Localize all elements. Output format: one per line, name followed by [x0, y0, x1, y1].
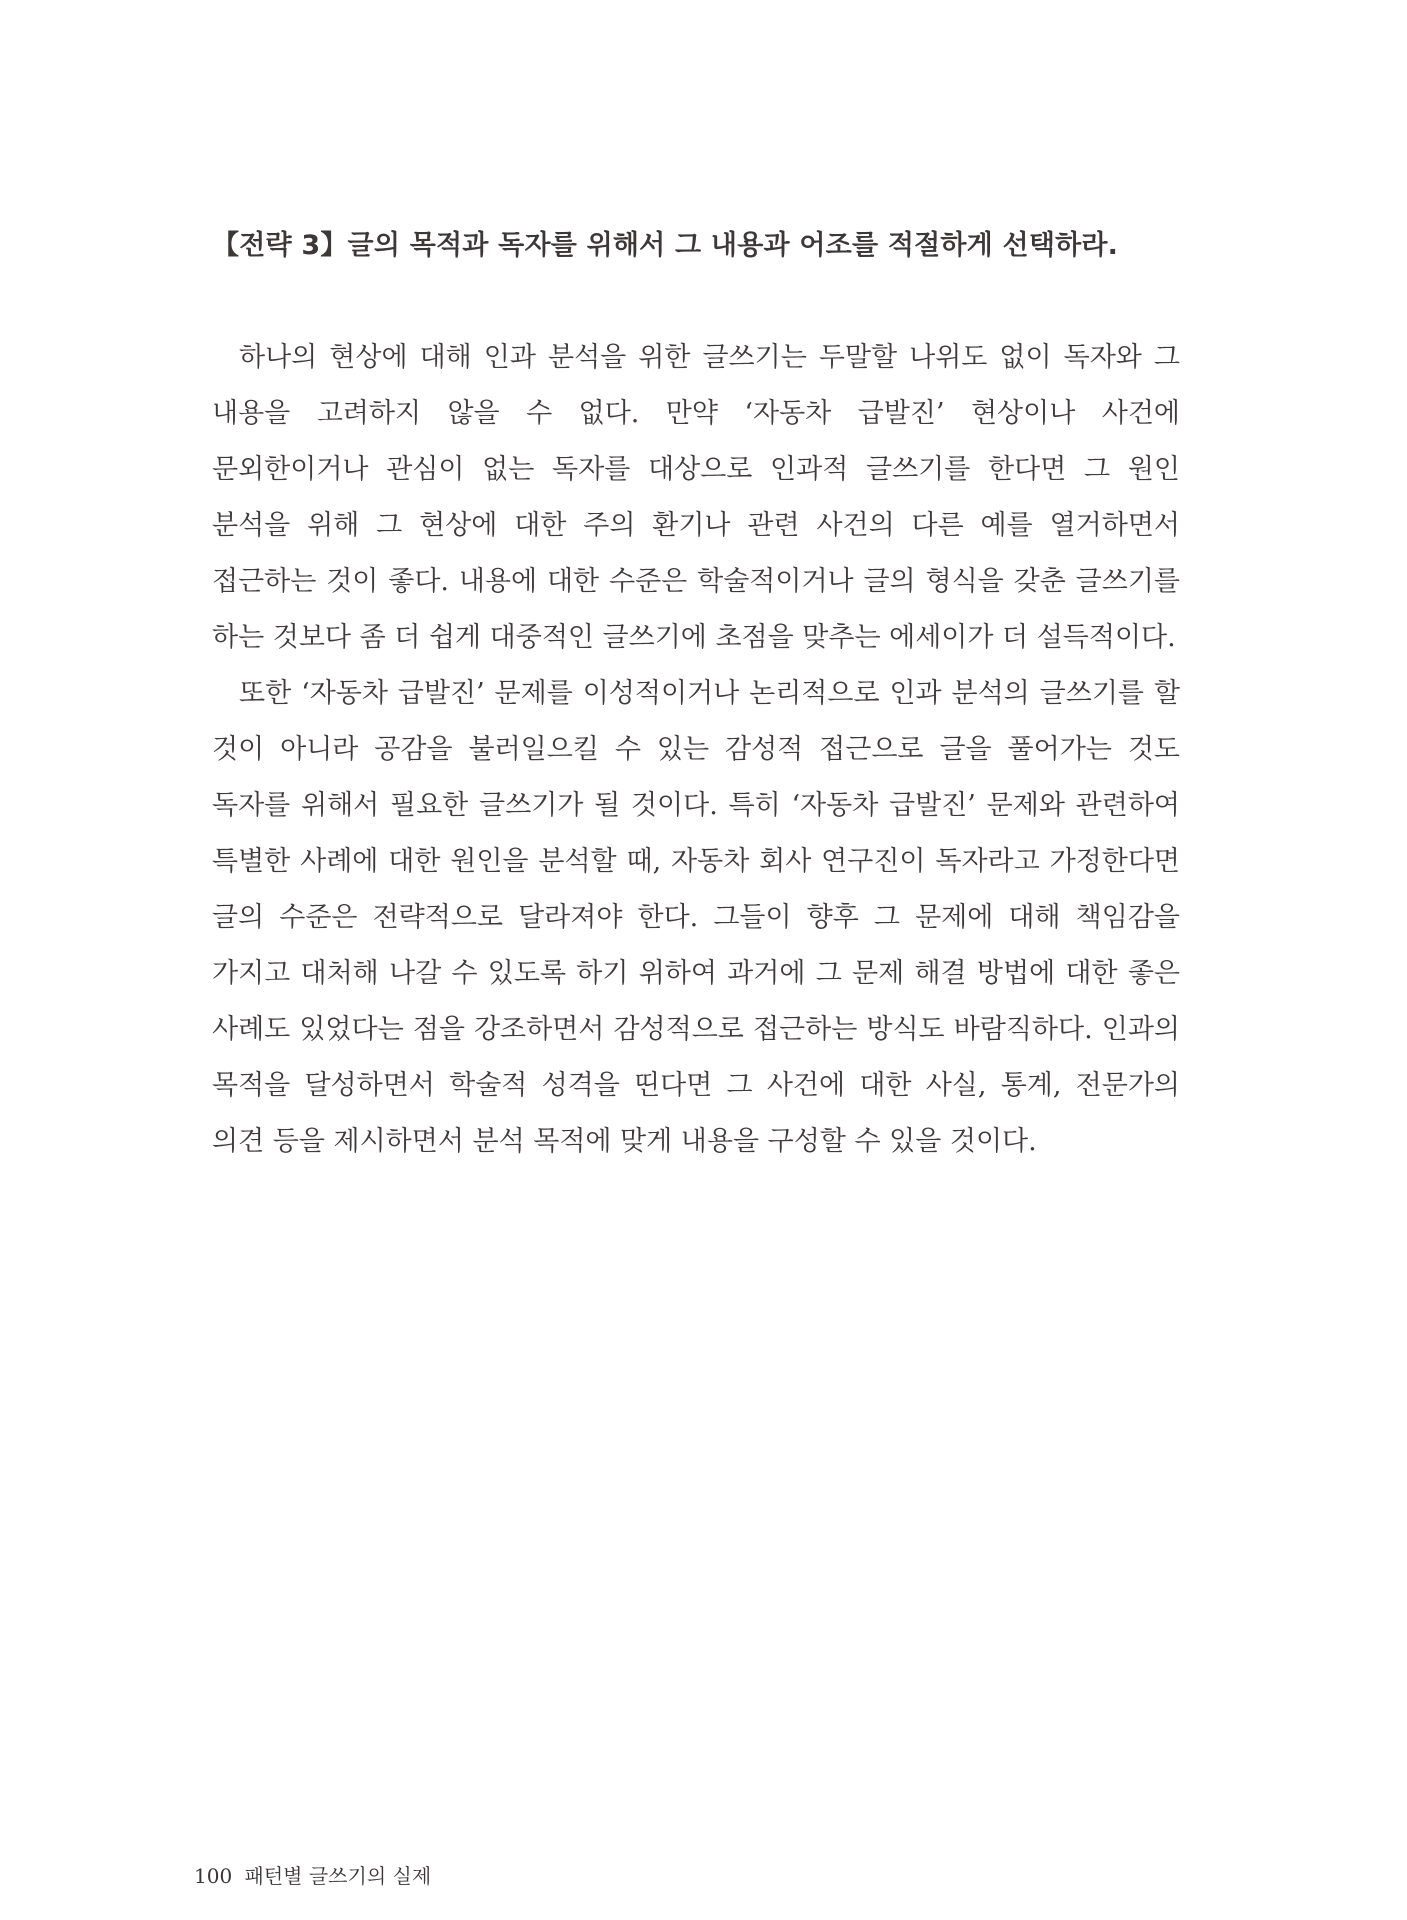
page-number: 100: [194, 1864, 233, 1888]
book-title: 패턴별 글쓰기의 실제: [244, 1864, 432, 1888]
page-footer: [194, 1862, 431, 1890]
paragraph-1: 하나의 현상에 대해 인과 분석을 위한 글쓰기는 두말할 나위도 없이 독자와 그 내용을 고려하지 않을 수 없다. 만약 ‘자동차 급발진’ 현상이나 사건에 문외한이거나 관심이 없는 독자를 대상으로 인과적 글쓰기를 한다면 그 원인 분석을 위해 그 현상에 대한 주의 환기나 관련 사건의 다른 예를 열거하면서 접근하는 것이 좋다. 내용에 대한 수준은 학술적이거나 글의 형식을 갖춘 글쓰기를 하는 것보다 좀 더 쉽게 대중적인 글쓰기에 초점을 맞추는 에세이가 더 설득적이다.: [212, 342, 1180, 653]
section-heading: 【전략 3】글의 목적과 독자를 위해서 그 내용과 어조를 적절하게 선택하라.: [212, 230, 1119, 261]
paragraph-2: 또한 ‘자동차 급발진’ 문제를 이성적이거나 논리적으로 인과 분석의 글쓰기를 할 것이 아니라 공감을 불러일으킬 수 있는 감성적 접근으로 글을 풀어가는 것도 독자를 위해서 필요한 글쓰기가 될 것이다. 특히 ‘자동차 급발진’ 문제와 관련하여 특별한 사례에 대한 원인을 분석할 때, 자동차 회사 연구진이 독자라고 가정한다면 글의 수준은 전략적으로 달라져야 한다. 그들이 향후 그 문제에 대해 책임감을 가지고 대처해 나갈 수 있도록 하기 위하여 과거에 그 문제 해결 방법에 대한 좋은 사례도 있었다는 점을 강조하면서 감성적으로 접근하는 방식도 바람직하다. 인과의 목적을 달성하면서 학술적 성격을 띤다면 그 사건에 대한 사실, 통계, 전문가의 의견 등을 제시하면서 분석 목적에 맞게 내용을 구성할 수 있을 것이다.: [212, 678, 1180, 1157]
body-text: [212, 330, 1180, 1170]
